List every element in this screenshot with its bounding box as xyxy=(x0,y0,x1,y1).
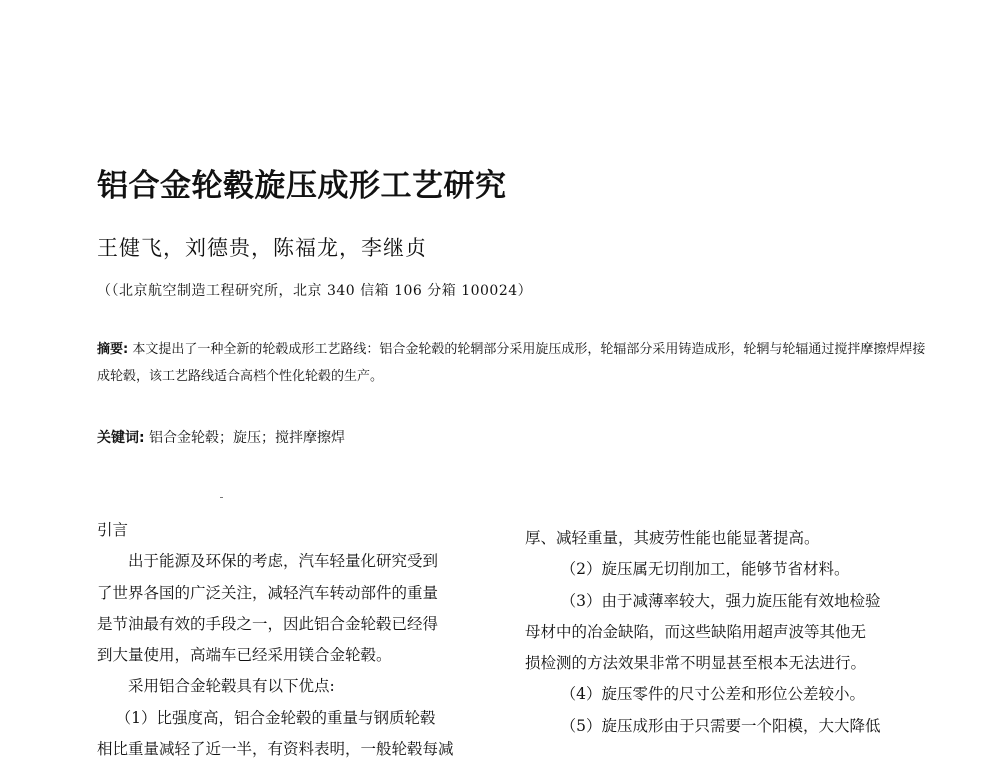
author-list: 王健飞，刘德贵，陈福龙，李继贞 xyxy=(97,236,427,260)
body-line: （4）旋压零件的尺寸公差和形位公差较小。 xyxy=(560,685,866,704)
body-line: 厚、减轻重量，其疲劳性能也能显著提高。 xyxy=(525,529,820,547)
body-line: 采用铝合金轮毂具有以下优点: xyxy=(128,677,335,696)
abstract-text: 本文提出了一种全新的轮毂成形工艺路线：铝合金轮毂的轮辋部分采用旋压成形，轮辐部分采用铸造成形，轮辋与轮辐通过搅拌摩擦焊焊接成轮毂，该工艺路线适合高档个性化轮毂的生产。 xyxy=(97,342,926,384)
author-affiliation: （（北京航空制造工程研究所，北京 340 信箱 106 分箱 100024） xyxy=(97,283,533,299)
body-line: 了世界各国的广泛关注，减轻汽车转动部件的重量 xyxy=(97,583,439,602)
body-line: （3）由于减薄率较大，强力旋压能有效地检验 xyxy=(560,591,881,610)
scan-speck xyxy=(220,497,223,498)
body-line: 到大量使用，高端车已经采用镁合金轮毂。 xyxy=(97,646,392,665)
abstract xyxy=(97,336,927,390)
body-line: 是节油最有效的手段之一，因此铝合金轮毂已经得 xyxy=(97,614,439,633)
paper-title: 铝合金轮毂旋压成形工艺研究 xyxy=(97,168,507,204)
keywords-text: 铝合金轮毂；旋压；搅拌摩擦焊 xyxy=(144,430,346,446)
abstract-label: 摘要: xyxy=(97,342,129,357)
keywords-label: 关键词: xyxy=(97,430,145,446)
body-line: 相比重量减轻了近一半，有资料表明，一般轮毂每减 xyxy=(97,740,454,759)
body-line: 母材中的冶金缺陷，而这些缺陷用超声波等其他无 xyxy=(525,622,867,641)
body-line: 损检测的方法效果非常不明显甚至根本无法进行。 xyxy=(525,654,867,673)
section-heading-introduction: 引言 xyxy=(97,521,129,539)
right-column xyxy=(525,523,915,742)
body-line: （1）比强度高，铝合金轮毂的重量与钢质轮毂 xyxy=(115,708,436,727)
body-line: （5）旋压成形由于只需要一个阳模，大大降低 xyxy=(560,716,881,735)
body-line: （2）旋压属无切削加工，能够节省材料。 xyxy=(560,560,850,579)
body-line: 出于能源及环保的考虑，汽车轻量化研究受到 xyxy=(128,552,439,571)
keywords xyxy=(97,427,345,447)
left-column xyxy=(97,515,487,765)
